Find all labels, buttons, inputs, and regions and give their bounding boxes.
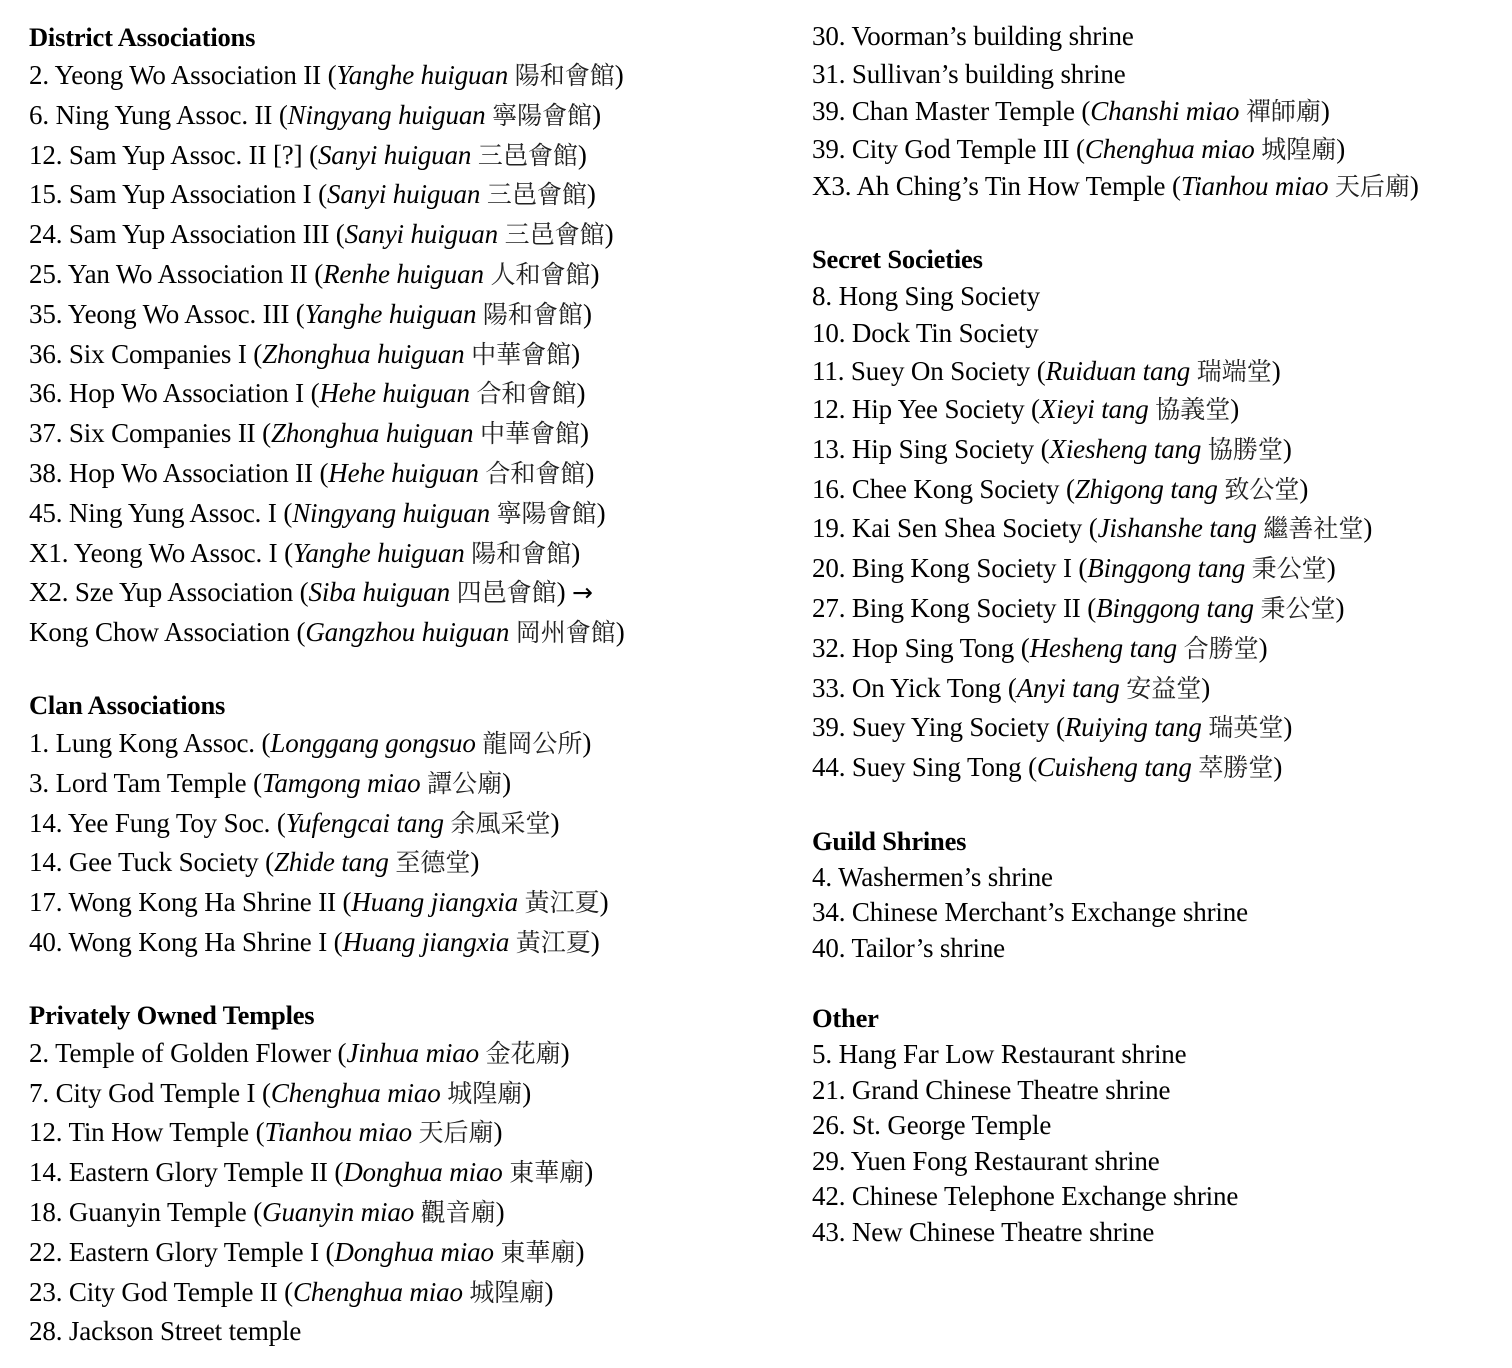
- list-item: 23. City God Temple II (Chenghua miao 城隍廟): [29, 1276, 554, 1307]
- entry-name: City God Temple I: [55, 1077, 256, 1108]
- entry-number: 22.: [29, 1236, 63, 1267]
- list-item: 39. Chan Master Temple (Chanshi miao 禪師廟): [812, 96, 1330, 126]
- entry-name: On Yick Tong: [851, 672, 1002, 703]
- section-district-associations: [29, 18, 789, 653]
- entry-number: 4.: [812, 861, 832, 892]
- entry-chinese: 四邑會館: [456, 578, 557, 608]
- entry-name: Jackson Street temple: [68, 1316, 302, 1347]
- entry-number: 33.: [812, 672, 846, 703]
- entry-list: [29, 1034, 789, 1352]
- list-item: 2. Yeong Wo Association II (Yanghe huiguan 陽和會館): [29, 60, 624, 90]
- left-column: [29, 18, 789, 1352]
- list-item: 39. City God Temple III (Chenghua miao 城隍廟): [812, 133, 1346, 164]
- list-item: 19. Kai Sen Shea Society (Jishanshe tang 繼善社堂): [812, 513, 1373, 544]
- entry-romanization: Sanyi huiguan: [317, 139, 472, 170]
- entry-name: Kai Sen Shea Society: [851, 513, 1083, 544]
- list-item: [812, 895, 1502, 931]
- list-item: [812, 860, 1502, 896]
- entry-romanization: Yanghe huiguan: [336, 60, 509, 90]
- list-item: [812, 1073, 1502, 1109]
- entry-chinese: 秉公堂: [1251, 554, 1327, 584]
- entry-chinese: 城隍廟: [447, 1078, 523, 1108]
- list-item: [812, 1179, 1502, 1215]
- entry-name: Tailor’s shrine: [851, 932, 1006, 963]
- entry-romanization: Siba huiguan: [308, 577, 450, 608]
- entry-number: 34.: [812, 897, 846, 928]
- entry-name: Lord Tam Temple: [55, 767, 247, 798]
- entry-chinese: 天后廟: [1334, 172, 1410, 201]
- entry-chinese: 萃勝堂: [1198, 753, 1274, 783]
- entry-romanization: Sanyi huiguan: [326, 179, 481, 210]
- list-item: 44. Suey Sing Tong (Cuisheng tang 萃勝堂): [812, 752, 1283, 783]
- entry-chinese: 致公堂: [1224, 474, 1300, 504]
- list-item: 17. Wong Kong Ha Shrine II (Huang jiangxia 黃江夏): [29, 887, 609, 918]
- entry-number: 12.: [29, 1117, 63, 1148]
- entry-number: 39.: [812, 712, 846, 743]
- entry-chinese: 三邑會館: [504, 220, 605, 250]
- entry-name: Yee Fung Toy Soc.: [67, 807, 271, 838]
- entry-chinese: 陽和會館: [471, 538, 572, 568]
- entry-number: 8.: [812, 280, 832, 311]
- entry-romanization: Tamgong miao: [261, 767, 421, 798]
- list-item: X1. Yeong Wo Assoc. I (Yanghe huiguan 陽和會館): [29, 537, 581, 568]
- entry-romanization: Huang jiangxia: [342, 926, 510, 957]
- list-item: 13. Hip Sing Society (Xiesheng tang 協勝堂): [812, 433, 1292, 464]
- list-item: 16. Chee Kong Society (Zhigong tang 致公堂): [812, 473, 1309, 504]
- entry-romanization: Anyi tang: [1016, 672, 1120, 703]
- list-item: 35. Yeong Wo Assoc. III (Yanghe huiguan 陽和會館): [29, 298, 592, 329]
- list-item: 45. Ning Yung Assoc. I (Ningyang huiguan 寧陽會館): [29, 497, 606, 528]
- section-privately-owned-temples: [29, 996, 789, 1352]
- entry-name: Hang Far Low Restaurant shrine: [838, 1039, 1187, 1070]
- entry-name: Yeong Wo Assoc. I: [73, 537, 278, 568]
- list-item: 27. Bing Kong Society II (Binggong tang 秉公堂): [812, 592, 1345, 623]
- entry-romanization: Donghua miao: [343, 1157, 503, 1188]
- list-item: 20. Bing Kong Society I (Binggong tang 秉公堂): [812, 553, 1336, 584]
- entry-number: 39.: [812, 133, 846, 164]
- list-item: 25. Yan Wo Association II (Renhe huiguan 人和會館): [29, 258, 600, 289]
- list-item: 14. Eastern Glory Temple II (Donghua miao 東華廟): [29, 1157, 594, 1188]
- entry-number: 12.: [29, 139, 63, 170]
- entry-chinese: 瑞英堂: [1208, 713, 1284, 743]
- entry-chinese: 城隍廟: [469, 1277, 545, 1307]
- entry-name: Kong Chow Association: [29, 617, 290, 648]
- entry-romanization: Binggong tang: [1096, 592, 1254, 623]
- entry-number: 29.: [812, 1145, 846, 1176]
- entry-name: Ning Yung Assoc. II: [55, 99, 273, 130]
- entry-romanization: Hesheng tang: [1029, 632, 1177, 663]
- entry-number: X1.: [29, 537, 69, 568]
- entry-number: 42.: [812, 1181, 846, 1212]
- list-item: 6. Ning Yung Assoc. II (Ningyang huiguan 寧陽會館): [29, 99, 601, 130]
- entry-name: City God Temple III: [851, 133, 1070, 164]
- entry-chinese: 東華廟: [500, 1237, 576, 1267]
- entry-number: 28.: [29, 1316, 63, 1347]
- entry-chinese: 協勝堂: [1207, 434, 1283, 464]
- list-item: [812, 315, 1502, 353]
- entry-name: Hip Yee Society: [851, 394, 1025, 424]
- entry-chinese: 安益堂: [1126, 673, 1202, 703]
- entry-number: 13.: [812, 433, 846, 464]
- entry-romanization: Yanghe huiguan: [292, 537, 465, 568]
- entry-number: 20.: [812, 553, 846, 584]
- entry-name: Hop Sing Tong: [851, 632, 1015, 663]
- list-item: X3. Ah Ching’s Tin How Temple (Tianhou miao 天后廟): [812, 171, 1419, 201]
- entry-chinese: 譚公廟: [427, 768, 503, 798]
- entry-chinese: 合和會館: [485, 458, 586, 488]
- entry-romanization: Hehe huiguan: [319, 378, 470, 409]
- entry-number: 45.: [29, 497, 63, 528]
- section-guild-shrines: [812, 822, 1502, 967]
- list-item: [812, 18, 1502, 56]
- list-item: 15. Sam Yup Association I (Sanyi huiguan 三邑會館): [29, 179, 596, 210]
- list-item: 24. Sam Yup Association III (Sanyi huiguan 三邑會館): [29, 219, 614, 250]
- entry-number: 25.: [29, 258, 63, 289]
- list-item: 40. Wong Kong Ha Shrine I (Huang jiangxia 黃江夏): [29, 926, 600, 957]
- entry-number: 15.: [29, 179, 63, 210]
- entry-name: Bing Kong Society I: [851, 553, 1072, 584]
- list-item: 33. On Yick Tong (Anyi tang 安益堂): [812, 672, 1211, 703]
- list-item: X2. Sze Yup Association (Siba huiguan 四邑會館) →: [29, 577, 593, 608]
- entry-name: Chee Kong Society: [851, 473, 1060, 504]
- entry-name: Dock Tin Society: [851, 318, 1039, 348]
- list-item: [812, 1037, 1502, 1073]
- entry-name: Chinese Telephone Exchange shrine: [851, 1181, 1239, 1212]
- entry-list: [812, 18, 1502, 206]
- entry-number: 24.: [29, 219, 63, 250]
- list-item: 11. Suey On Society (Ruiduan tang 瑞端堂): [812, 355, 1281, 386]
- list-item: 18. Guanyin Temple (Guanyin miao 觀音廟): [29, 1196, 505, 1227]
- entry-number: 10.: [812, 318, 846, 348]
- entry-name: Eastern Glory Temple I: [68, 1236, 319, 1267]
- section-other: [812, 999, 1502, 1250]
- entry-name: Ah Ching’s Tin How Temple: [856, 171, 1166, 201]
- entry-number: 18.: [29, 1196, 63, 1227]
- list-item: 12. Sam Yup Assoc. II [?] (Sanyi huiguan 三邑會館): [29, 139, 587, 170]
- entry-chinese: 協義堂: [1155, 395, 1231, 424]
- entry-romanization: Jinhua miao: [346, 1037, 479, 1068]
- entry-chinese: 黃江夏: [515, 927, 591, 957]
- list-item: [812, 1144, 1502, 1180]
- entry-name: Six Companies I: [68, 338, 247, 369]
- entry-romanization: Xieyi tang: [1039, 394, 1149, 424]
- entry-name: Six Companies II: [68, 418, 256, 449]
- list-item: [812, 1108, 1502, 1144]
- entry-romanization: Zhide tang: [273, 847, 389, 878]
- entry-name: Wong Kong Ha Shrine I: [68, 926, 328, 957]
- entry-number: 44.: [812, 752, 846, 783]
- list-item: [29, 1312, 789, 1352]
- entry-chinese: 秉公堂: [1260, 593, 1336, 623]
- entry-romanization: Yufengcai tang: [285, 807, 444, 838]
- entry-chinese: 寧陽會館: [492, 100, 593, 130]
- entry-list: [812, 1037, 1502, 1250]
- entry-chinese: 三邑會館: [486, 180, 587, 210]
- entry-number: 14.: [29, 807, 63, 838]
- list-item: 36. Six Companies I (Zhonghua huiguan 中華會館): [29, 338, 580, 369]
- entry-chinese: 人和會館: [490, 259, 591, 289]
- entry-chinese: 三邑會館: [477, 140, 578, 170]
- entry-number: 19.: [812, 513, 846, 544]
- entry-name: Hop Wo Association I: [68, 378, 304, 409]
- entry-name: Hop Wo Association II: [68, 457, 313, 488]
- entry-number: 37.: [29, 418, 63, 449]
- entry-romanization: Chenghua miao: [270, 1077, 441, 1108]
- entry-chinese: 合和會館: [476, 379, 577, 409]
- entry-number: 39.: [812, 96, 846, 126]
- list-item: 14. Yee Fung Toy Soc. (Yufengcai tang 余風采堂): [29, 807, 560, 838]
- list-item: [812, 56, 1502, 94]
- list-item: 37. Six Companies II (Zhonghua huiguan 中華會館): [29, 418, 589, 449]
- entry-romanization: Gangzhou huiguan: [305, 617, 510, 648]
- entry-romanization: Tianhou miao: [264, 1117, 412, 1148]
- entry-name: Guanyin Temple: [68, 1196, 247, 1227]
- entry-romanization: Ruiduan tang: [1045, 355, 1191, 386]
- entry-romanization: Xiesheng tang: [1049, 433, 1202, 464]
- entry-name: Eastern Glory Temple II: [68, 1157, 328, 1188]
- entry-name: Ning Yung Assoc. I: [68, 497, 277, 528]
- entry-list: [812, 278, 1502, 788]
- entry-name: Gee Tuck Society: [68, 847, 259, 878]
- entry-name: Yuen Fong Restaurant shrine: [850, 1145, 1160, 1176]
- entry-number: 5.: [812, 1039, 832, 1070]
- entry-chinese: 陽和會館: [482, 299, 583, 329]
- entry-number: 14.: [29, 1157, 63, 1188]
- entry-romanization: Ruiying tang: [1064, 712, 1202, 743]
- list-item: 7. City God Temple I (Chenghua miao 城隍廟): [29, 1077, 532, 1108]
- entry-number: 40.: [29, 926, 63, 957]
- list-item: 1. Lung Kong Assoc. (Longgang gongsuo 龍岡公所): [29, 727, 592, 758]
- entry-chinese: 城隍廟: [1261, 134, 1337, 164]
- entry-chinese: 寧陽會館: [496, 498, 597, 528]
- list-item: 39. Suey Ying Society (Ruiying tang 瑞英堂): [812, 712, 1293, 743]
- entry-romanization: Renhe huiguan: [323, 258, 484, 289]
- entry-name: New Chinese Theatre shrine: [851, 1216, 1155, 1247]
- entry-name: Sullivan’s building shrine: [851, 58, 1126, 89]
- entry-number: 17.: [29, 887, 63, 918]
- entry-chinese: 中華會館: [471, 339, 572, 369]
- list-item: 12. Hip Yee Society (Xieyi tang 協義堂): [812, 394, 1240, 424]
- entry-name: Washermen’s shrine: [838, 861, 1053, 892]
- entry-number: X3.: [812, 171, 852, 201]
- entry-name: St. George Temple: [851, 1110, 1052, 1141]
- section-title: District Associations: [29, 22, 256, 52]
- entry-chinese: 東華廟: [509, 1158, 585, 1188]
- entry-chinese: 陽和會館: [514, 61, 615, 90]
- list-item: [812, 1215, 1502, 1251]
- list-item: 2. Temple of Golden Flower (Jinhua miao 金花廟): [29, 1037, 570, 1068]
- entry-number: 30.: [812, 21, 846, 51]
- entry-chinese: 至德堂: [395, 848, 471, 878]
- entry-number: 38.: [29, 457, 63, 488]
- entry-romanization: Tianhou miao: [1180, 171, 1329, 201]
- entry-chinese: 龍岡公所: [482, 728, 583, 758]
- entry-number: 12.: [812, 394, 846, 424]
- entry-romanization: Chanshi miao: [1090, 96, 1240, 126]
- entry-number: 2.: [29, 1037, 49, 1068]
- entry-name: Sam Yup Association I: [68, 179, 312, 210]
- entry-number: 1.: [29, 727, 49, 758]
- entry-number: 36.: [29, 378, 63, 409]
- entry-name: City God Temple II: [68, 1276, 278, 1307]
- entry-romanization: Guanyin miao: [262, 1196, 415, 1227]
- entry-number: 11.: [812, 355, 845, 386]
- entry-number: 43.: [812, 1216, 846, 1247]
- entry-romanization: Ningyang huiguan: [292, 497, 491, 528]
- entry-number: 23.: [29, 1276, 63, 1307]
- entry-name: Bing Kong Society II: [851, 592, 1081, 623]
- entry-chinese: 觀音廟: [420, 1197, 496, 1227]
- entry-number: 36.: [29, 338, 63, 369]
- entry-name: Tin How Temple: [68, 1117, 249, 1148]
- entry-name: Chan Master Temple: [851, 96, 1075, 126]
- entry-romanization: Ningyang huiguan: [287, 99, 486, 130]
- entry-name: Yeong Wo Association II: [54, 60, 321, 90]
- entry-number: 31.: [812, 58, 846, 89]
- entry-number: 3.: [29, 767, 49, 798]
- entry-romanization: Jishanshe tang: [1097, 513, 1257, 544]
- list-item: 22. Eastern Glory Temple I (Donghua miao 東華廟): [29, 1236, 585, 1267]
- entry-number: X2.: [29, 577, 69, 608]
- entry-name: Chinese Merchant’s Exchange shrine: [851, 897, 1248, 928]
- entry-number: 40.: [812, 932, 846, 963]
- list-item: 3. Lord Tam Temple (Tamgong miao 譚公廟): [29, 767, 511, 798]
- entry-chinese: 禪師廟: [1245, 97, 1321, 126]
- entry-name: Sam Yup Association III: [68, 219, 330, 250]
- section-privately-owned-temples-continued: [812, 18, 1502, 206]
- section-title: Privately Owned Temples: [29, 999, 315, 1030]
- entry-number: 26.: [812, 1110, 846, 1141]
- entry-name: Voorman’s building shrine: [851, 21, 1134, 51]
- entry-romanization: Zhonghua huiguan: [262, 338, 465, 369]
- entry-name: Sze Yup Association: [74, 577, 294, 608]
- list-item: [812, 931, 1502, 967]
- entry-number: 16.: [812, 473, 846, 504]
- entry-romanization: Zhonghua huiguan: [270, 418, 474, 449]
- entry-romanization: Zhigong tang: [1074, 473, 1218, 504]
- entry-number: 21.: [812, 1074, 846, 1105]
- entry-number: 27.: [812, 592, 846, 623]
- section-title: Clan Associations: [29, 689, 226, 720]
- list-item: 36. Hop Wo Association I (Hehe huiguan 合和會館): [29, 378, 586, 409]
- entry-name: Yan Wo Association II: [67, 258, 308, 289]
- entry-chinese: 余風采堂: [450, 808, 551, 838]
- entry-chinese: 岡州會館: [515, 618, 616, 648]
- entry-romanization: Chenghua miao: [293, 1276, 463, 1307]
- section-title: Secret Societies: [812, 243, 983, 274]
- list-item: 14. Gee Tuck Society (Zhide tang 至德堂): [29, 847, 480, 878]
- entry-name: Suey On Society: [850, 355, 1031, 386]
- list-item: Kong Chow Association (Gangzhou huiguan 岡州會館): [29, 617, 625, 648]
- entry-chinese: 合勝堂: [1183, 633, 1259, 663]
- entry-number: 2.: [29, 60, 49, 90]
- list-item: 38. Hop Wo Association II (Hehe huiguan 合和會館): [29, 457, 595, 488]
- entry-romanization: Chenghua miao: [1084, 133, 1255, 164]
- section-clan-associations: [29, 686, 789, 963]
- entry-number: 32.: [812, 632, 846, 663]
- entry-name: Grand Chinese Theatre shrine: [851, 1074, 1171, 1105]
- entry-name: Hip Sing Society: [851, 433, 1035, 464]
- entry-name: Suey Sing Tong: [851, 752, 1022, 783]
- entry-list: [29, 56, 789, 653]
- entry-romanization: Yanghe huiguan: [304, 298, 477, 329]
- entry-romanization: Cuisheng tang: [1036, 752, 1192, 783]
- entry-romanization: Huang jiangxia: [351, 887, 519, 918]
- section-title: Guild Shrines: [812, 825, 967, 856]
- entry-number: 6.: [29, 99, 49, 130]
- entry-list: [812, 860, 1502, 967]
- entry-name: Lung Kong Assoc.: [55, 727, 255, 758]
- entry-number: 35.: [29, 298, 63, 329]
- entry-romanization: Binggong tang: [1087, 553, 1246, 584]
- entry-chinese: 中華會館: [479, 419, 580, 449]
- entry-name: Wong Kong Ha Shrine II: [68, 887, 336, 918]
- entry-name: Temple of Golden Flower: [55, 1037, 331, 1068]
- entry-chinese: 金花廟: [485, 1038, 561, 1068]
- list-item: 12. Tin How Temple (Tianhou miao 天后廟): [29, 1117, 503, 1148]
- right-column: [812, 18, 1502, 1250]
- entry-chinese: 繼善社堂: [1263, 514, 1364, 544]
- entry-chinese: 瑞端堂: [1196, 356, 1272, 386]
- section-secret-societies: [812, 240, 1502, 788]
- entry-name: Sam Yup Assoc. II [?]: [68, 139, 303, 170]
- entry-number: 14.: [29, 847, 63, 878]
- entry-romanization: Donghua miao: [334, 1236, 494, 1267]
- entry-romanization: Longgang gongsuo: [270, 727, 476, 758]
- list-item: [812, 278, 1502, 316]
- entry-number: 7.: [29, 1077, 49, 1108]
- entry-name: Yeong Wo Assoc. III: [67, 298, 290, 329]
- entry-chinese: 黃江夏: [524, 888, 600, 918]
- section-title: Other: [812, 1003, 879, 1034]
- entry-romanization: Hehe huiguan: [328, 457, 479, 488]
- entry-list: [29, 724, 789, 963]
- entry-name: Hong Sing Society: [838, 280, 1041, 311]
- entry-chinese: 天后廟: [418, 1118, 494, 1148]
- entry-romanization: Sanyi huiguan: [344, 219, 498, 250]
- list-item: 32. Hop Sing Tong (Hesheng tang 合勝堂): [812, 632, 1268, 663]
- arrow-right-icon: →: [572, 578, 593, 608]
- entry-name: Suey Ying Society: [851, 712, 1050, 743]
